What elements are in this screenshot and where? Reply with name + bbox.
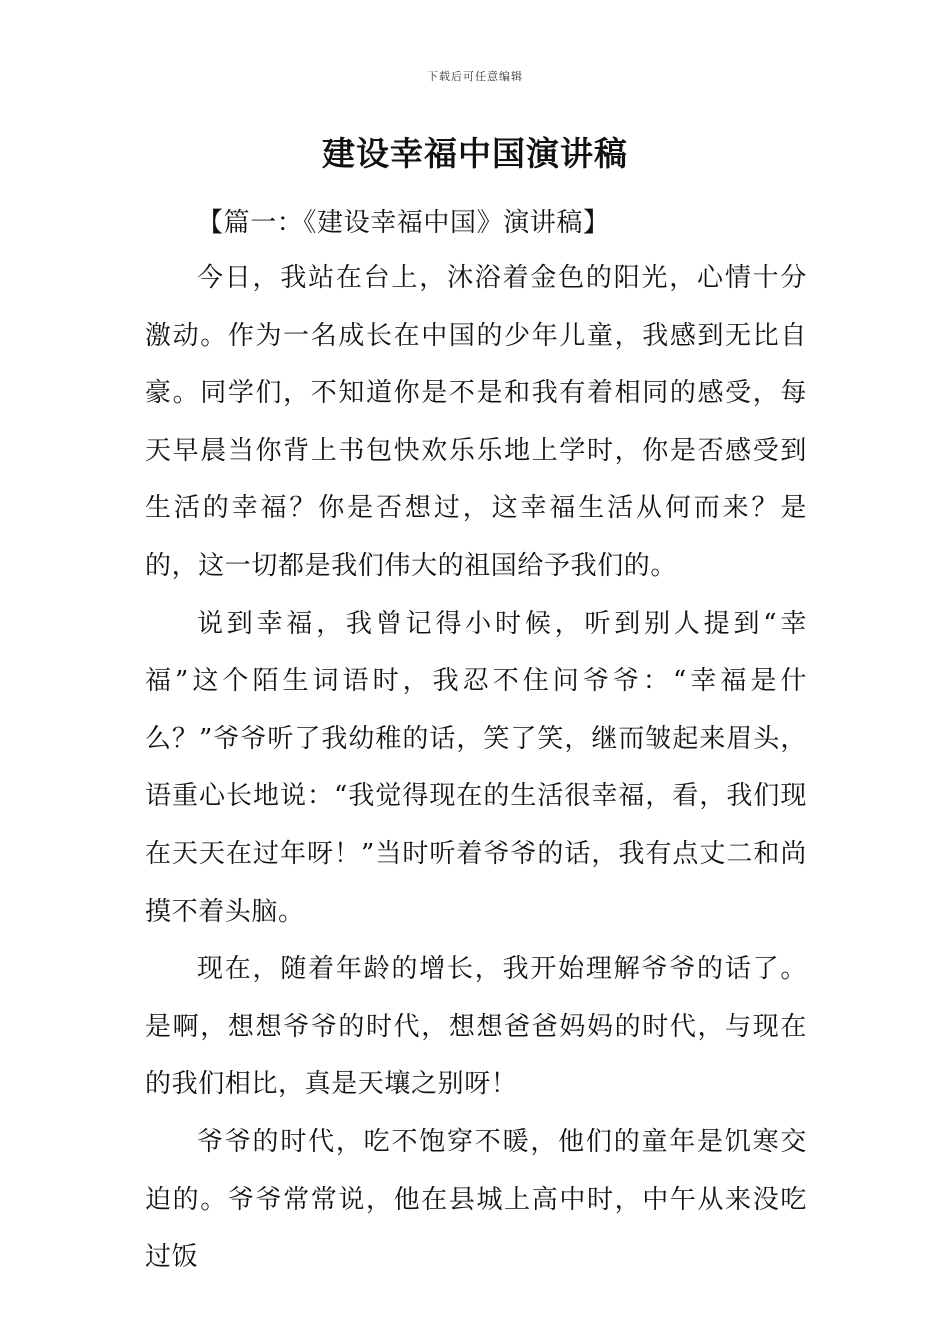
paragraph: 说到幸福，我曾记得小时候，听到别人提到“幸福”这个陌生词语时，我忍不住问爷爷：“幸福是什么？”爷爷听了我幼稚的话，笑了笑，继而皱起来眉头，语重心长地说：“我觉得现在的生活很幸福，看，我们现在天天在过年呀！”当时听着爷爷的话，我有点丈二和尚摸不着头脑。 <box>145 608 807 927</box>
paragraph: 今日，我站在台上，沐浴着金色的阳光，心情十分激动。作为一名成长在中国的少年儿童，我感到无比自豪。同学们，不知道你是不是和我有着相同的感受，每天早晨当你背上书包快欢乐乐地上学时，你是否感受到生活的幸福？你是否想过，这幸福生活从何而来？是的，这一切都是我们伟大的祖国给予我们的。 <box>145 263 807 581</box>
paragraph: 爷爷的时代，吃不饱穿不暖，他们的童年是饥寒交迫的。爷爷常常说，他在县城上高中时，中午从来没吃过饭 <box>145 1126 807 1273</box>
document-title: 建设幸福中国演讲稿 <box>322 134 628 173</box>
document-body <box>145 196 807 1287</box>
section-heading: 【篇一：《建设幸福中国》演讲稿】 <box>197 208 610 238</box>
header-note: 下载后可任意编辑 <box>427 70 523 83</box>
paragraph: 现在，随着年龄的增长，我开始理解爷爷的话了。是啊，想想爷爷的时代，想想爸爸妈妈的时代，与现在的我们相比，真是天壤之别呀！ <box>145 954 807 1100</box>
